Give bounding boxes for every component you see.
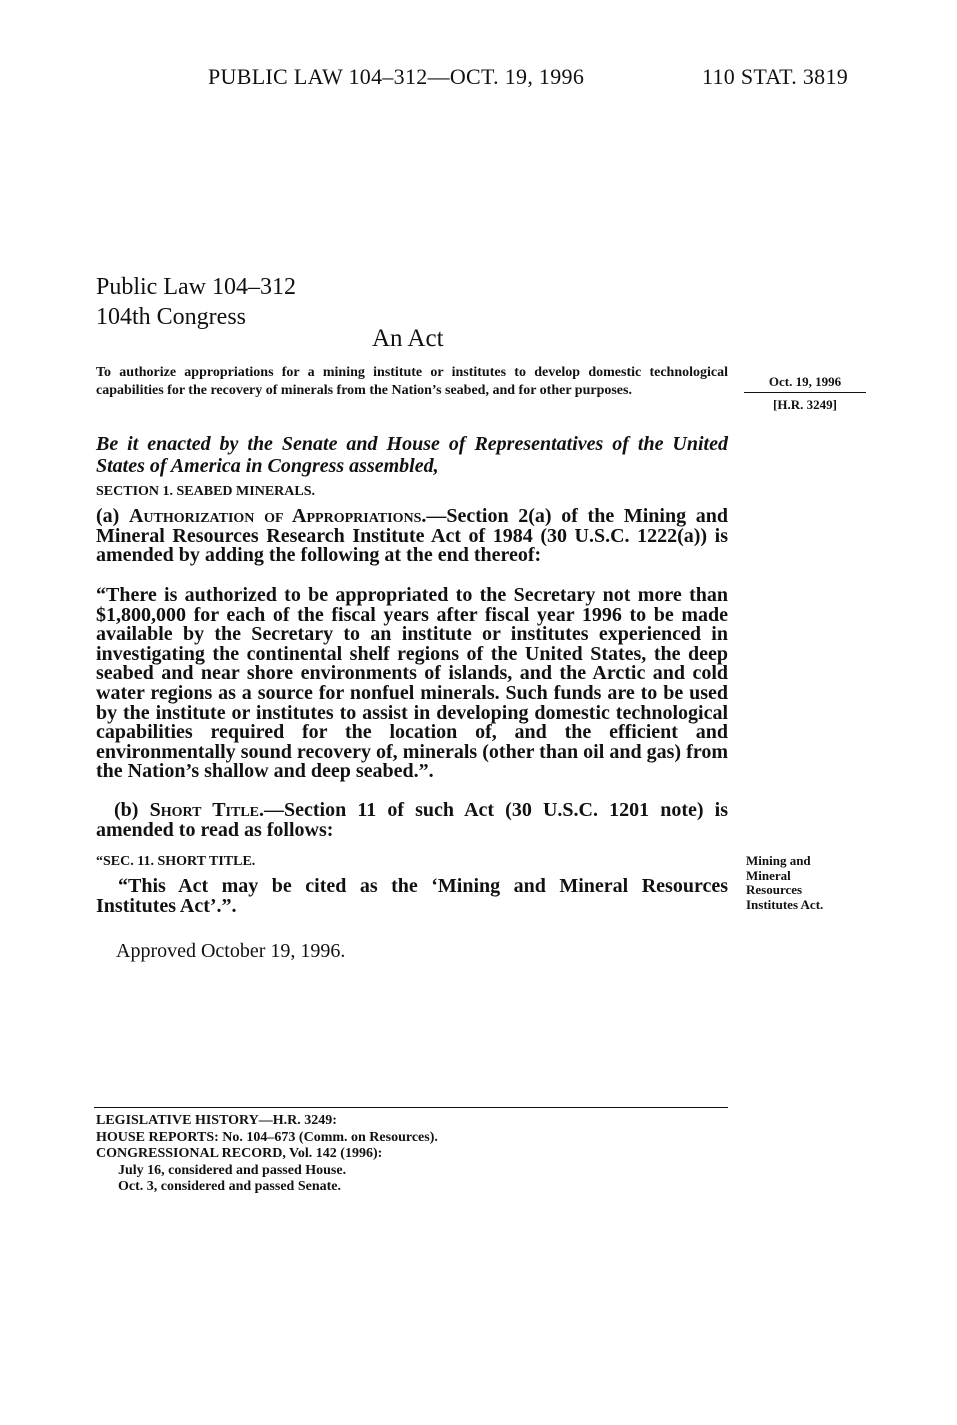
approval-date: Oct. 19, 1996: [744, 373, 866, 393]
running-header-page: 110 STAT. 3819: [702, 64, 849, 89]
bill-number: [H.R. 3249]: [773, 397, 837, 412]
margin-note-short-title: [746, 854, 866, 912]
house-reports-line: HOUSE REPORTS: No. 104–673 (Comm. on Resources).: [96, 1129, 438, 1145]
subsection-b-caption: Short Title: [149, 799, 259, 821]
subsection-a-text: .—Section 2(a) of the Mining and Mineral Resources Research Institute Act of 1984 (30 U.S.C. 1222(a)) is amended by adding the following at the end thereof:: [96, 505, 728, 567]
approval-line: Approved October 19, 1996.: [116, 940, 346, 962]
short-title-text: “This Act may be cited as the ‘Mining and Mineral Resources Institutes Act’.”.: [96, 875, 728, 917]
history-entry: Oct. 3, considered and passed Senate.: [118, 1179, 341, 1194]
subsection-a: [96, 507, 728, 566]
public-law-number: Public Law 104–312: [96, 274, 296, 300]
law-title-block: [96, 272, 296, 332]
running-header-left: PUBLIC LAW 104–312—OCT. 19, 1996: [208, 64, 585, 89]
margin-note-line: Mining and: [746, 853, 811, 868]
subsection-b-prefix: (b): [114, 799, 150, 821]
an-act-heading: An Act: [372, 325, 444, 352]
legislative-history: [96, 1113, 438, 1196]
margin-note-line: Institutes Act.: [746, 896, 824, 912]
inserted-quoted-text: “There is authorized to be appropriated to the Secretary not more than $1,800,000 for each of the fiscal years after fiscal year 1996 to be made available by the Secretary to an institute or institutes experienced in investigating the continental shelf regions of the United States, the deep seabed and near shore environments of islands, and the Arctic and cold water regions as a source for nonfuel minerals. Such funds are to be used by the institute or institutes to assist in developing domestic technological capabilities required for the location of, and the efficient and environmentally sound recovery of, minerals (other than oil and gas) from the Nation’s shallow and deep seabed.”.: [96, 584, 728, 783]
section-11-heading: “SEC. 11. SHORT TITLE.: [96, 854, 256, 869]
section-1-heading: SECTION 1. SEABED MINERALS.: [96, 484, 315, 499]
margin-note-line: Mineral: [746, 867, 791, 883]
congress-label: 104th Congress: [96, 304, 246, 330]
subsection-b-text: .—Section 11 of such Act (30 U.S.C. 1201 note) is amended to read as follows:: [96, 799, 728, 841]
footnote-divider: [94, 1107, 728, 1108]
margin-date-note: [744, 373, 866, 414]
subsection-a-caption: Authorization of Appropriations: [128, 505, 422, 527]
purpose-statement: To authorize appropriations for a mining institute or institutes to develop domestic technological capabilities for the recovery of minerals from the Nation’s seabed, and for other purposes.: [96, 365, 728, 398]
legislative-history-title: LEGISLATIVE HISTORY—H.R. 3249:: [96, 1113, 337, 1128]
history-entry: July 16, considered and passed House.: [118, 1162, 347, 1178]
enacting-clause: Be it enacted by the Senate and House of Representatives of the United States of America in Congress assembled,: [96, 433, 728, 477]
margin-note-line: Resources: [746, 882, 803, 897]
congressional-record-line: CONGRESSIONAL RECORD, Vol. 142 (1996):: [96, 1146, 383, 1161]
subsection-a-prefix: (a): [96, 505, 129, 527]
subsection-b: [96, 801, 728, 840]
